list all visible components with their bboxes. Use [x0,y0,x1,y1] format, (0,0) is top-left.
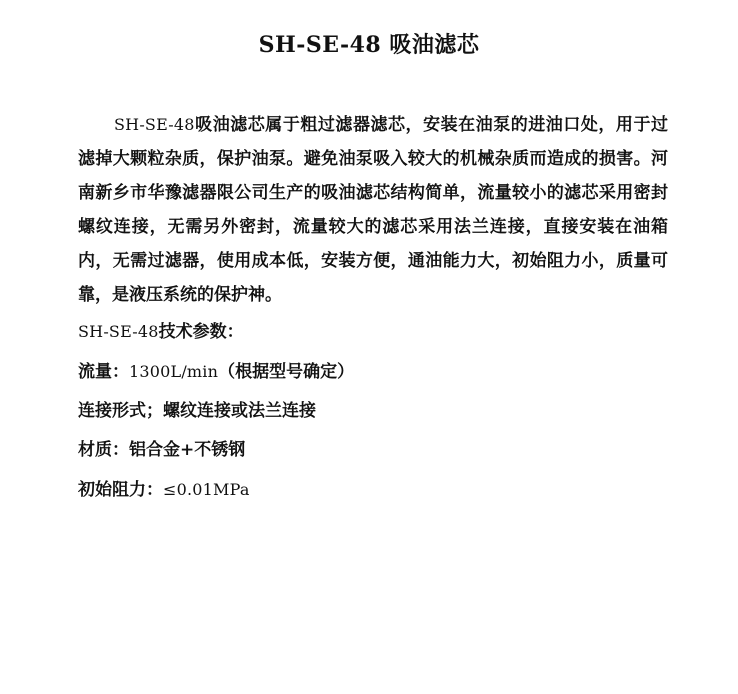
intro-paragraph [78,108,668,312]
spec-resistance [78,470,668,510]
specs-heading-text: 技术参数： [158,322,244,342]
spec-connection: 连接形式；螺纹连接或法兰连接 [78,401,316,421]
specs-model-code: SH-SE-48 [78,322,159,341]
page-title: SH-SE-48 吸油滤芯 [258,32,480,58]
spec-material: 材质：铝合金+不锈钢 [78,440,246,460]
spec-flow-note: （根据型号确定） [218,362,355,382]
intro-text: 吸油滤芯属于粗过滤器滤芯，安装在油泵的进油口处，用于过滤掉大颗粒杂质，保护油泵。避免油泵吸入较大的机械杂质而造成的损害。河南新乡市华豫滤器限公司生产的吸油滤芯结构简单，流量较小的滤芯采用密封螺纹连接，无需另外密封，流量较大的滤芯采用法兰连接，直接安装在油箱内，无需过滤器，使用成本低，安装方便，通油能力大，初始阻力小，质量可靠，是液压系统的保护神。 [78,115,668,305]
spec-flow [78,352,668,392]
document-body [78,108,668,510]
spec-flow-label: 流量： [78,362,129,382]
spec-resistance-label: 初始阻力： [78,480,163,500]
spec-flow-value: 1300L/min [129,362,219,381]
specs-heading [78,312,668,352]
model-code: SH-SE-48 [114,115,195,134]
spec-resistance-value: ≤0.01MPa [163,480,250,499]
